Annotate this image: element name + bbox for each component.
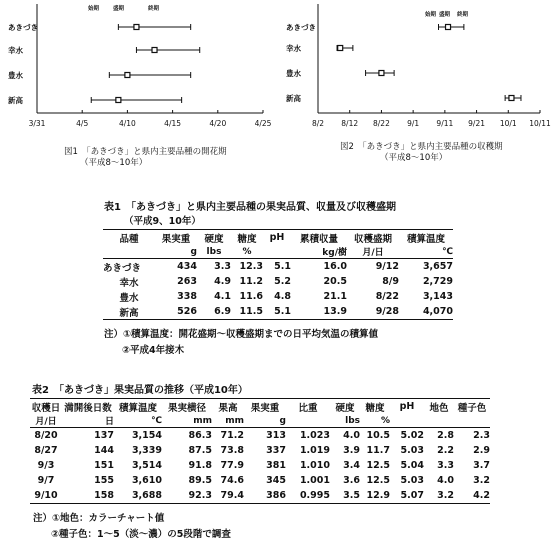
table1-unit bbox=[263, 245, 291, 259]
table2-cell: 3,514 bbox=[131, 460, 162, 471]
table1-cell: 5.1 bbox=[263, 304, 291, 320]
table2-unit: ℃ bbox=[114, 414, 162, 428]
table2-row bbox=[30, 473, 490, 488]
peak-marker bbox=[446, 25, 451, 30]
table2-cell: 5.03 bbox=[400, 445, 424, 456]
table1-cell: 338 bbox=[177, 291, 197, 302]
table1-header: 積算温度 bbox=[399, 230, 453, 246]
table1-cell: 8/9 bbox=[382, 276, 399, 287]
table1-cell: 12.3 bbox=[239, 261, 263, 272]
table1-cell: 4.1 bbox=[214, 291, 231, 302]
table2-cell: 8/20 bbox=[34, 430, 58, 441]
legend-label: 終期 bbox=[148, 6, 160, 12]
table2-cell: 4.0 bbox=[343, 430, 360, 441]
table1-unit: % bbox=[231, 245, 263, 259]
x-tick-label: 3/31 bbox=[28, 119, 46, 128]
table2-row bbox=[30, 488, 490, 504]
table2-cell: 313 bbox=[266, 430, 286, 441]
category-label: あきづき bbox=[8, 23, 38, 32]
table2-row bbox=[30, 443, 490, 458]
table1-unit: ℃ bbox=[399, 245, 453, 259]
table1-title: 表1 「あきづき」と県内主要品種の果実品質、収量及び収穫盛期 bbox=[104, 202, 396, 213]
table2-cell: 3.7 bbox=[473, 460, 490, 471]
table2-cell: 0.995 bbox=[286, 488, 330, 504]
table2-cell: 381 bbox=[266, 460, 286, 471]
table1-cell: 4.9 bbox=[214, 276, 231, 287]
table2-header: 糖度 bbox=[360, 399, 390, 415]
peak-marker bbox=[116, 98, 121, 103]
x-tick-label: 4/15 bbox=[164, 119, 182, 128]
x-tick-label: 4/5 bbox=[76, 119, 89, 128]
table1-header: 収穫盛期 bbox=[347, 230, 399, 246]
x-tick-label: 4/20 bbox=[209, 119, 227, 128]
table1-cell: 4.8 bbox=[274, 291, 291, 302]
figure1-flowering-chart bbox=[0, 0, 280, 170]
table2-header: 比重 bbox=[286, 399, 330, 415]
table2-header: 積算温度 bbox=[114, 399, 162, 415]
figure2-caption: 図2 「あきづき」と県内主要品種の収穫期 （平成8～10年） bbox=[340, 142, 503, 163]
table2-header: 種子色 bbox=[454, 399, 490, 415]
table2-header-row bbox=[30, 399, 490, 415]
table2-cell: 3,610 bbox=[131, 475, 162, 486]
table2-cell: 9/3 bbox=[37, 460, 55, 471]
table2-cell: 5.02 bbox=[400, 430, 424, 441]
table2-cell: 74.6 bbox=[220, 475, 244, 486]
table2-cell: 9/7 bbox=[37, 475, 55, 486]
table2 bbox=[30, 398, 490, 504]
table2-cell: 386 bbox=[244, 488, 286, 504]
table1-header: 品種 bbox=[103, 230, 155, 246]
table2-cell: 337 bbox=[266, 445, 286, 456]
table2-cell: 91.8 bbox=[188, 460, 212, 471]
table2-cell: 71.2 bbox=[220, 430, 244, 441]
table1-cell: 16.0 bbox=[323, 261, 347, 272]
table1-cell: 434 bbox=[177, 261, 197, 272]
table1-cell: 9/28 bbox=[347, 304, 399, 320]
table2-cell: 12.5 bbox=[366, 475, 390, 486]
x-tick-label: 8/12 bbox=[341, 119, 359, 128]
table2-cell: 3.6 bbox=[343, 475, 360, 486]
x-tick-label: 9/1 bbox=[407, 119, 420, 128]
table2-cell: 4.0 bbox=[437, 475, 454, 486]
table2-cell: 9/10 bbox=[30, 488, 62, 504]
table2-cell: 3.9 bbox=[343, 445, 360, 456]
table2-cell: 158 bbox=[62, 488, 114, 504]
table1-cell: 5.1 bbox=[274, 261, 291, 272]
table2-cell: 3,154 bbox=[131, 430, 162, 441]
category-label: 豊水 bbox=[286, 69, 301, 78]
table1-row bbox=[103, 259, 453, 275]
table2-header: 収穫日 bbox=[30, 399, 62, 415]
legend-label: 始期 bbox=[88, 6, 100, 12]
table1-cell: 6.9 bbox=[197, 304, 231, 320]
table2-unit bbox=[286, 414, 330, 428]
legend-label: 始期 bbox=[425, 12, 437, 18]
table1-header: 糖度 bbox=[231, 230, 263, 246]
table2-cell: 5.07 bbox=[390, 488, 424, 504]
legend-label: 盛期 bbox=[439, 12, 451, 18]
table2-cell: 3.2 bbox=[424, 488, 454, 504]
table1-cell: 5.2 bbox=[274, 276, 291, 287]
table2-cell: 86.3 bbox=[188, 430, 212, 441]
peak-marker bbox=[509, 96, 514, 101]
table2-header: 果高 bbox=[212, 399, 244, 415]
table2-cell: 137 bbox=[94, 430, 114, 441]
table1-cell: 豊水 bbox=[119, 292, 139, 304]
table2-cell: 1.019 bbox=[299, 445, 330, 456]
table2-cell: 1.001 bbox=[299, 475, 330, 486]
table2-cell: 77.9 bbox=[220, 460, 244, 471]
table2-note1: 注）①地色：カラーチャート値 bbox=[33, 513, 165, 524]
table2-unit: 日 bbox=[62, 414, 114, 428]
table2-cell: 2.8 bbox=[437, 430, 454, 441]
table2-cell: 5.04 bbox=[400, 460, 424, 471]
table1-unit: kg/樹 bbox=[291, 245, 347, 259]
table1 bbox=[103, 229, 453, 320]
table2-cell: 79.4 bbox=[212, 488, 244, 504]
table2-title: 表2 「あきづき」果実品質の推移（平成10年） bbox=[32, 385, 248, 396]
table1-cell: 新高 bbox=[103, 304, 155, 320]
table2-cell: 3,688 bbox=[114, 488, 162, 504]
table1-header: 累積収量 bbox=[291, 230, 347, 246]
table2-cell: 87.5 bbox=[188, 445, 212, 456]
x-tick-label: 4/25 bbox=[254, 119, 272, 128]
table2-cell: 3.5 bbox=[330, 488, 360, 504]
table1-cell: 3.3 bbox=[214, 261, 231, 272]
table2-unit bbox=[424, 414, 454, 428]
table2-unit bbox=[454, 414, 490, 428]
table1-cell: 4,070 bbox=[399, 304, 453, 320]
table2-header: 満開後日数 bbox=[62, 399, 114, 415]
table1-cell: 9/12 bbox=[375, 261, 399, 272]
x-tick-label: 8/2 bbox=[311, 119, 325, 128]
table1-cell: 11.5 bbox=[231, 304, 263, 320]
legend-label: 盛期 bbox=[113, 6, 125, 12]
table1-unit: lbs bbox=[197, 245, 231, 259]
figure1-caption: 図1 「あきづき」と県内主要品種の開花期 （平成8～10年） bbox=[64, 147, 227, 168]
table1-row bbox=[103, 289, 453, 304]
x-tick-label: 8/22 bbox=[373, 119, 390, 128]
table2-cell: 1.023 bbox=[299, 430, 330, 441]
table2-cell: 2.3 bbox=[473, 430, 490, 441]
table2-unit: % bbox=[360, 414, 390, 428]
table1-header-row bbox=[103, 230, 453, 246]
table2-unit: 月/日 bbox=[30, 414, 62, 428]
table2-note2: ②種子色：1～5（淡～濃）の5段階で調査 bbox=[51, 529, 231, 540]
table1-cell: 21.1 bbox=[323, 291, 347, 302]
table1-cell: あきづき bbox=[103, 262, 142, 274]
peak-marker bbox=[152, 48, 157, 53]
table2-cell: 12.9 bbox=[360, 488, 390, 504]
table1-cell: 2,729 bbox=[422, 276, 453, 287]
table2-unit: mm bbox=[212, 414, 244, 428]
table2-unit: mm bbox=[162, 414, 212, 428]
table1-row bbox=[103, 304, 453, 320]
table2-header: 地色 bbox=[424, 399, 454, 415]
x-tick-label: 9/11 bbox=[436, 119, 454, 128]
table2-cell: 4.2 bbox=[454, 488, 490, 504]
category-label: 幸水 bbox=[8, 46, 23, 55]
table2-cell: 5.03 bbox=[400, 475, 424, 486]
table1-header: 硬度 bbox=[197, 230, 231, 246]
table1-unit-row bbox=[103, 245, 453, 259]
table2-header: 果実横径 bbox=[162, 399, 212, 415]
table2-unit: lbs bbox=[330, 414, 360, 428]
table2-cell: 345 bbox=[266, 475, 286, 486]
legend-label: 終期 bbox=[457, 12, 469, 18]
table2-cell: 3.3 bbox=[437, 460, 454, 471]
table1-header: 果実重 bbox=[155, 230, 197, 246]
table2-cell: 2.2 bbox=[437, 445, 454, 456]
table2-header: 果実重 bbox=[244, 399, 286, 415]
x-tick-label: 9/21 bbox=[468, 119, 485, 128]
category-label: 幸水 bbox=[286, 44, 301, 53]
table2-cell: 8/27 bbox=[34, 445, 58, 456]
table2-unit: g bbox=[244, 414, 286, 428]
table2-row bbox=[30, 458, 490, 473]
peak-marker bbox=[134, 25, 139, 30]
table1-unit: 月/日 bbox=[347, 245, 399, 259]
table2-header: pH bbox=[390, 399, 424, 415]
table1-row bbox=[103, 274, 453, 289]
table1-cell: 3,143 bbox=[422, 291, 453, 302]
table2-unit-row bbox=[30, 414, 490, 428]
table1-note1: 注）①積算温度：開花盛期～収穫盛期までの日平均気温の積算値 bbox=[104, 329, 379, 340]
table1-subtitle: （平成9、10年） bbox=[124, 216, 201, 227]
table1-note2: ②平成4年接木 bbox=[122, 345, 185, 356]
table1-cell: 20.5 bbox=[323, 276, 347, 287]
peak-marker bbox=[379, 71, 384, 76]
table1-cell: 263 bbox=[177, 276, 197, 287]
table2-cell: 10.5 bbox=[366, 430, 390, 441]
table2-cell: 1.010 bbox=[299, 460, 330, 471]
x-tick-label: 10/1 bbox=[499, 119, 517, 128]
table1-cell: 幸水 bbox=[119, 277, 139, 289]
category-label: 豊水 bbox=[8, 71, 23, 80]
table2-cell: 92.3 bbox=[162, 488, 212, 504]
table2-unit bbox=[390, 414, 424, 428]
table1-cell: 11.2 bbox=[239, 276, 263, 287]
table1-cell: 8/22 bbox=[375, 291, 399, 302]
table2-cell: 11.7 bbox=[366, 445, 390, 456]
table2-cell: 12.5 bbox=[366, 460, 390, 471]
table2-cell: 2.9 bbox=[473, 445, 490, 456]
x-tick-label: 10/11 bbox=[529, 119, 551, 128]
category-label: 新高 bbox=[8, 96, 23, 105]
table2-header: 硬度 bbox=[330, 399, 360, 415]
category-label: あきづき bbox=[286, 23, 316, 32]
table1-cell: 526 bbox=[155, 304, 197, 320]
table1-cell: 11.6 bbox=[239, 291, 263, 302]
table2-cell: 73.8 bbox=[220, 445, 244, 456]
peak-marker bbox=[338, 46, 343, 51]
table2-cell: 3,339 bbox=[131, 445, 162, 456]
table1-cell: 3,657 bbox=[422, 261, 453, 272]
category-label: 新高 bbox=[286, 94, 301, 103]
table1-unit: g bbox=[155, 245, 197, 259]
table1-cell: 13.9 bbox=[291, 304, 347, 320]
table2-cell: 89.5 bbox=[188, 475, 212, 486]
x-tick-label: 4/10 bbox=[118, 119, 136, 128]
peak-marker bbox=[125, 73, 130, 78]
table2-cell: 151 bbox=[94, 460, 114, 471]
table2-row bbox=[30, 428, 490, 444]
table2-cell: 155 bbox=[94, 475, 114, 486]
table2-cell: 3.2 bbox=[473, 475, 490, 486]
table1-header: pH bbox=[263, 230, 291, 246]
table2-cell: 3.4 bbox=[343, 460, 360, 471]
table1-unit bbox=[103, 245, 155, 259]
table2-cell: 144 bbox=[94, 445, 114, 456]
